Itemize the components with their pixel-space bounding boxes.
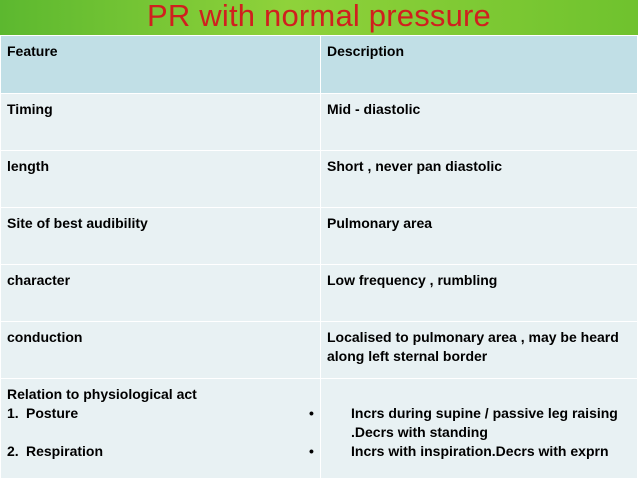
list-item [7, 442, 316, 461]
description-cell: Localised to pulmonary area , may be heard along left sternal border [321, 322, 638, 379]
item-number: 2. [7, 443, 19, 459]
feature-cell [1, 379, 321, 479]
item-label: Posture [26, 405, 79, 421]
list-item [309, 404, 633, 442]
table-header-row [1, 36, 638, 94]
feature-cell: conduction [1, 322, 321, 379]
list-item [309, 442, 633, 461]
table-row [1, 208, 638, 265]
title-bar [0, 0, 638, 35]
description-list [309, 404, 633, 461]
item-description: Incrs with inspiration.Decrs with exprn [351, 443, 609, 459]
bullet-icon: • [309, 405, 314, 421]
feature-cell: length [1, 151, 321, 208]
table-row [1, 151, 638, 208]
feature-table [0, 35, 638, 479]
description-cell: Low frequency , rumbling [321, 265, 638, 322]
slide-title: PR with normal pressure [147, 0, 491, 33]
feature-cell: Timing [1, 94, 321, 151]
description-cell [309, 379, 638, 479]
item-number: 1. [7, 405, 19, 421]
feature-cell: Site of best audibility [1, 208, 321, 265]
description-cell: Short , never pan diastolic [321, 151, 638, 208]
header-description: Description [321, 36, 638, 94]
relation-heading: Relation to physiological act [7, 386, 197, 402]
header-feature: Feature [1, 36, 321, 94]
table-row [1, 265, 638, 322]
description-cell: Mid - diastolic [321, 94, 638, 151]
table-row [1, 379, 638, 479]
table-row [1, 322, 638, 379]
description-cell: Pulmonary area [321, 208, 638, 265]
feature-cell: character [1, 265, 321, 322]
item-description: Incrs during supine / passive leg raising .Decrs with standing [351, 405, 618, 440]
bullet-icon: • [309, 443, 314, 459]
table-row [1, 94, 638, 151]
list-item [7, 404, 316, 423]
item-label: Respiration [26, 443, 104, 459]
